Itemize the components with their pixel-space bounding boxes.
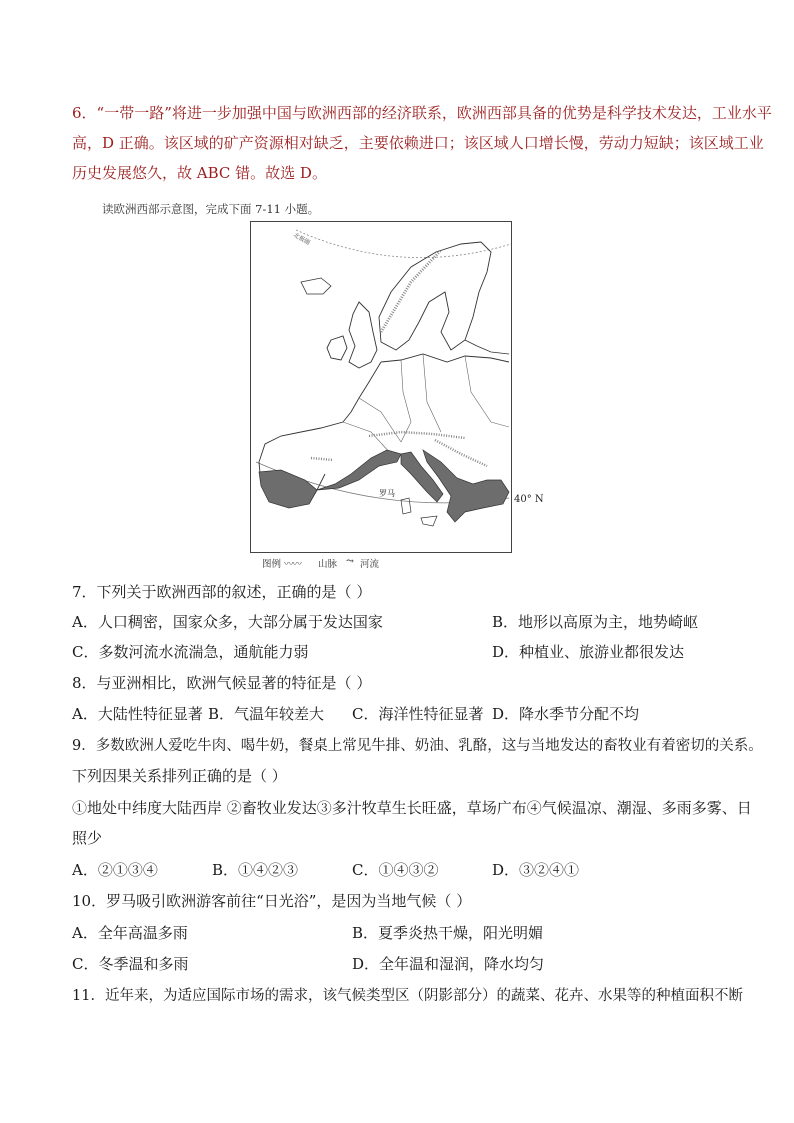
scandinavia-outline [379, 242, 491, 350]
q9-option-d: D．③②④① [492, 861, 580, 879]
sardinia-outline [401, 498, 411, 514]
legend-mountain-label: 山脉 [318, 559, 338, 570]
q9-items-line1: ①地处中纬度大陆西岸 ②畜牧业发达③多汁牧草生长旺盛，草场广布④气候温凉、潮湿、多雨多雾、日 [72, 799, 752, 817]
latitude-label: 40° N [514, 494, 544, 505]
europe-map-drawing [251, 222, 511, 552]
iceland-outline [301, 278, 331, 294]
q9-stem-line2: 下列因果关系排列正确的是（ ） [72, 767, 287, 785]
sicily-outline [421, 516, 437, 526]
answer6-line1: 6．“一带一路”将进一步加强中国与欧洲西部的经济联系，欧洲西部具备的优势是科学技术发达，工业水平 [72, 104, 772, 122]
q10-option-c: C．冬季温和多雨 [72, 955, 189, 973]
q7-option-c: C．多数河流水流湍急，通航能力弱 [72, 643, 309, 661]
answer6-line2: 高，D 正确。该区域的矿产资源相对缺乏，主要依赖进口；该区域人口增长慢，劳动力短缺；该区域工业 [72, 134, 764, 152]
country-borders [343, 354, 509, 454]
legend-mountain-icon: 〰〰 [284, 559, 302, 570]
arctic-circle-label: 北极圈 [292, 231, 312, 247]
q7-option-b: B．地形以高原为主，地势崎岖 [492, 613, 699, 631]
shade-france-coast [317, 450, 401, 490]
q8-option-b: B．气温年较差大 [208, 705, 325, 723]
q7-option-a: A．人口稠密，国家众多，大部分属于发达国家 [72, 613, 383, 631]
legend-river-icon: ⤳ [346, 556, 354, 567]
q8-stem: 8．与亚洲相比，欧洲气候显著的特征是（ ） [72, 674, 372, 692]
dinaric-mountains [435, 440, 487, 466]
q8-option-a: A．大陆性特征显著 [72, 705, 203, 723]
q9-items-line2: 照少 [72, 829, 103, 847]
scandinavian-mountains [381, 250, 441, 332]
arctic-circle-line [296, 230, 511, 258]
ireland-outline [327, 336, 347, 360]
pyrenees-mountains [311, 458, 333, 460]
q7-option-d: D．种植业、旅游业都很发达 [492, 643, 685, 661]
q10-option-b: B．夏季炎热干燥，阳光明媚 [352, 924, 544, 942]
q8-option-c: C．海洋性特征显著 [352, 705, 484, 723]
q10-stem: 10．罗马吸引欧洲游客前往“日光浴”，是因为当地气候（ ） [72, 892, 472, 910]
q10-option-a: A．全年高温多雨 [72, 924, 188, 942]
rome-label: 罗马 [379, 489, 395, 498]
europe-map [250, 221, 512, 553]
q9-stem-line1: 9．多数欧洲人爱吃牛肉、喝牛奶，餐桌上常见牛排、奶油、乳酪，这与当地发达的畜牧业有着密切的关系。 [72, 738, 763, 754]
legend-title: 图例 [262, 559, 282, 570]
q9-option-c: C．①④③② [352, 861, 439, 879]
q7-stem: 7．下列关于欧洲西部的叙述，正确的是（ ） [72, 583, 372, 601]
north-coast [381, 354, 509, 362]
legend-river-label: 河流 [360, 559, 380, 570]
baltic-coast [465, 340, 509, 354]
q8-option-d: D．降水季节分配不均 [492, 705, 640, 723]
alps-mountains [369, 432, 465, 438]
answer6-line3: 历史发展悠久，故 ABC 错。故选 D。 [72, 164, 327, 182]
q11-stem: 11．近年来，为适应国际市场的需求，该气候类型区（阴影部分）的蔬菜、花卉、水果等的种植面积不断 [72, 988, 743, 1004]
great-britain-outline [349, 302, 377, 368]
q9-option-a: A．②①③④ [72, 861, 158, 879]
map-intro: 读欧洲西部示意图，完成下面 7-11 小题。 [102, 202, 320, 216]
q9-option-b: B．①④②③ [212, 861, 299, 879]
shade-iberia [259, 470, 317, 508]
q10-option-d: D．全年温和湿润，降水均匀 [352, 955, 545, 973]
